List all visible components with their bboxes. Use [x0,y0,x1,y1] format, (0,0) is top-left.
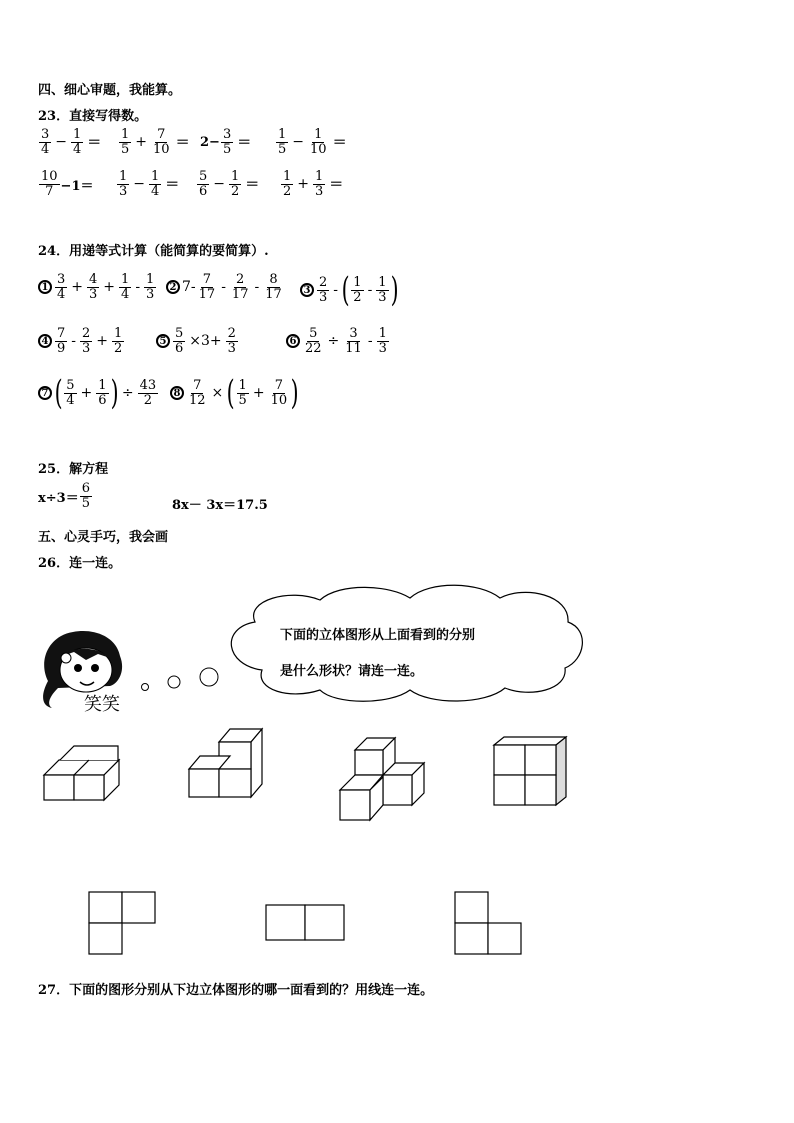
q27-title: 27．下面的图形分别从下边立体图形的哪一面看到的？用线连一连。 [38,983,434,998]
q25-equation-2: 8x－ 3x＝17.5 [172,498,268,513]
q23-r1-d: $\frac{1}{5}$ − $\frac{1}{10}$ ＝ [278,127,347,157]
circled-number: 8 [170,386,184,400]
q23-r2-a: $\frac{10}{7}$ −1＝ [41,169,94,199]
q24-problem-4: 4 $\frac{7}{9}$ - $\frac{2}{3}$ + $\frac{1}{2}$ [38,327,125,355]
q24-problem-8: 8 $\frac{7}{12}$ × ( $\frac{1}{5}$ + $\frac{7}{10}$ ) [170,376,299,410]
q25-title: 25．解方程 [38,462,109,477]
q24-problem-5: 5 $\frac{5}{6}$ ×3+ $\frac{2}{3}$ [156,327,239,355]
q24-problem-1: 1 $\frac{3}{4}$ + $\frac{4}{3}$ + $\frac{1}{4}$ - $\frac{1}{3}$ [38,273,157,301]
q24-title: 24．用递等式计算（能简算的要简算）. [38,244,269,259]
circled-number: 7 [38,386,52,400]
top-view-2 [266,905,344,940]
q24-problem-7: 7 ( $\frac{5}{4}$ + $\frac{1}{6}$ ) ÷ $\frac{43}{2}$ [38,376,159,410]
q23-r1-c: 2− $\frac{3}{5}$ ＝ [200,127,252,157]
circled-number: 5 [156,334,170,348]
bubble-text-line2: 是什么形状？请连一连。 [280,664,424,679]
bubble-text-line1: 下面的立体图形从上面看到的分别 [280,628,476,643]
q24-problem-3: 3 $\frac{2}{3}$ - ( $\frac{1}{2}$ - $\frac{1}{3}$ ) [300,273,399,307]
top-view-3 [455,892,521,954]
q23-r1-a: $\frac{3}{4}$ − $\frac{1}{4}$ ＝ [41,127,102,157]
q23-title: 23．直接写得数。 [38,109,148,124]
q26-title: 26．连一连。 [38,556,122,571]
q24-problem-6: 6 $\frac{5}{22}$ ÷ $\frac{3}{11}$ - $\frac{1}{3}$ [286,327,390,355]
top-view-1 [89,892,155,954]
q23-r1-b: $\frac{1}{5}$ + $\frac{7}{10}$ ＝ [121,127,190,157]
q23-r2-c: $\frac{5}{6}$ − $\frac{1}{2}$ ＝ [199,169,260,199]
q25-equation-1: x÷3＝ $\frac{6}{5}$ [38,481,90,511]
q23-r2-d: $\frac{1}{2}$ + $\frac{1}{3}$ ＝ [283,169,344,199]
section5-title: 五、心灵手巧，我会画 [38,530,169,545]
section4-title: 四、细心审题，我能算。 [38,83,182,98]
q23-r2-b: $\frac{1}{3}$ − $\frac{1}{4}$ ＝ [119,169,180,199]
q24-problem-2: 2 7- $\frac{7}{17}$ - $\frac{2}{17}$ - $\frac{8}{17}$ [166,273,285,301]
circled-number: 6 [286,334,300,348]
circled-number: 2 [166,280,180,294]
circled-number: 3 [300,283,314,297]
circled-number: 4 [38,334,52,348]
circled-number: 1 [38,280,52,294]
girl-caption: 笑笑 [84,694,120,715]
